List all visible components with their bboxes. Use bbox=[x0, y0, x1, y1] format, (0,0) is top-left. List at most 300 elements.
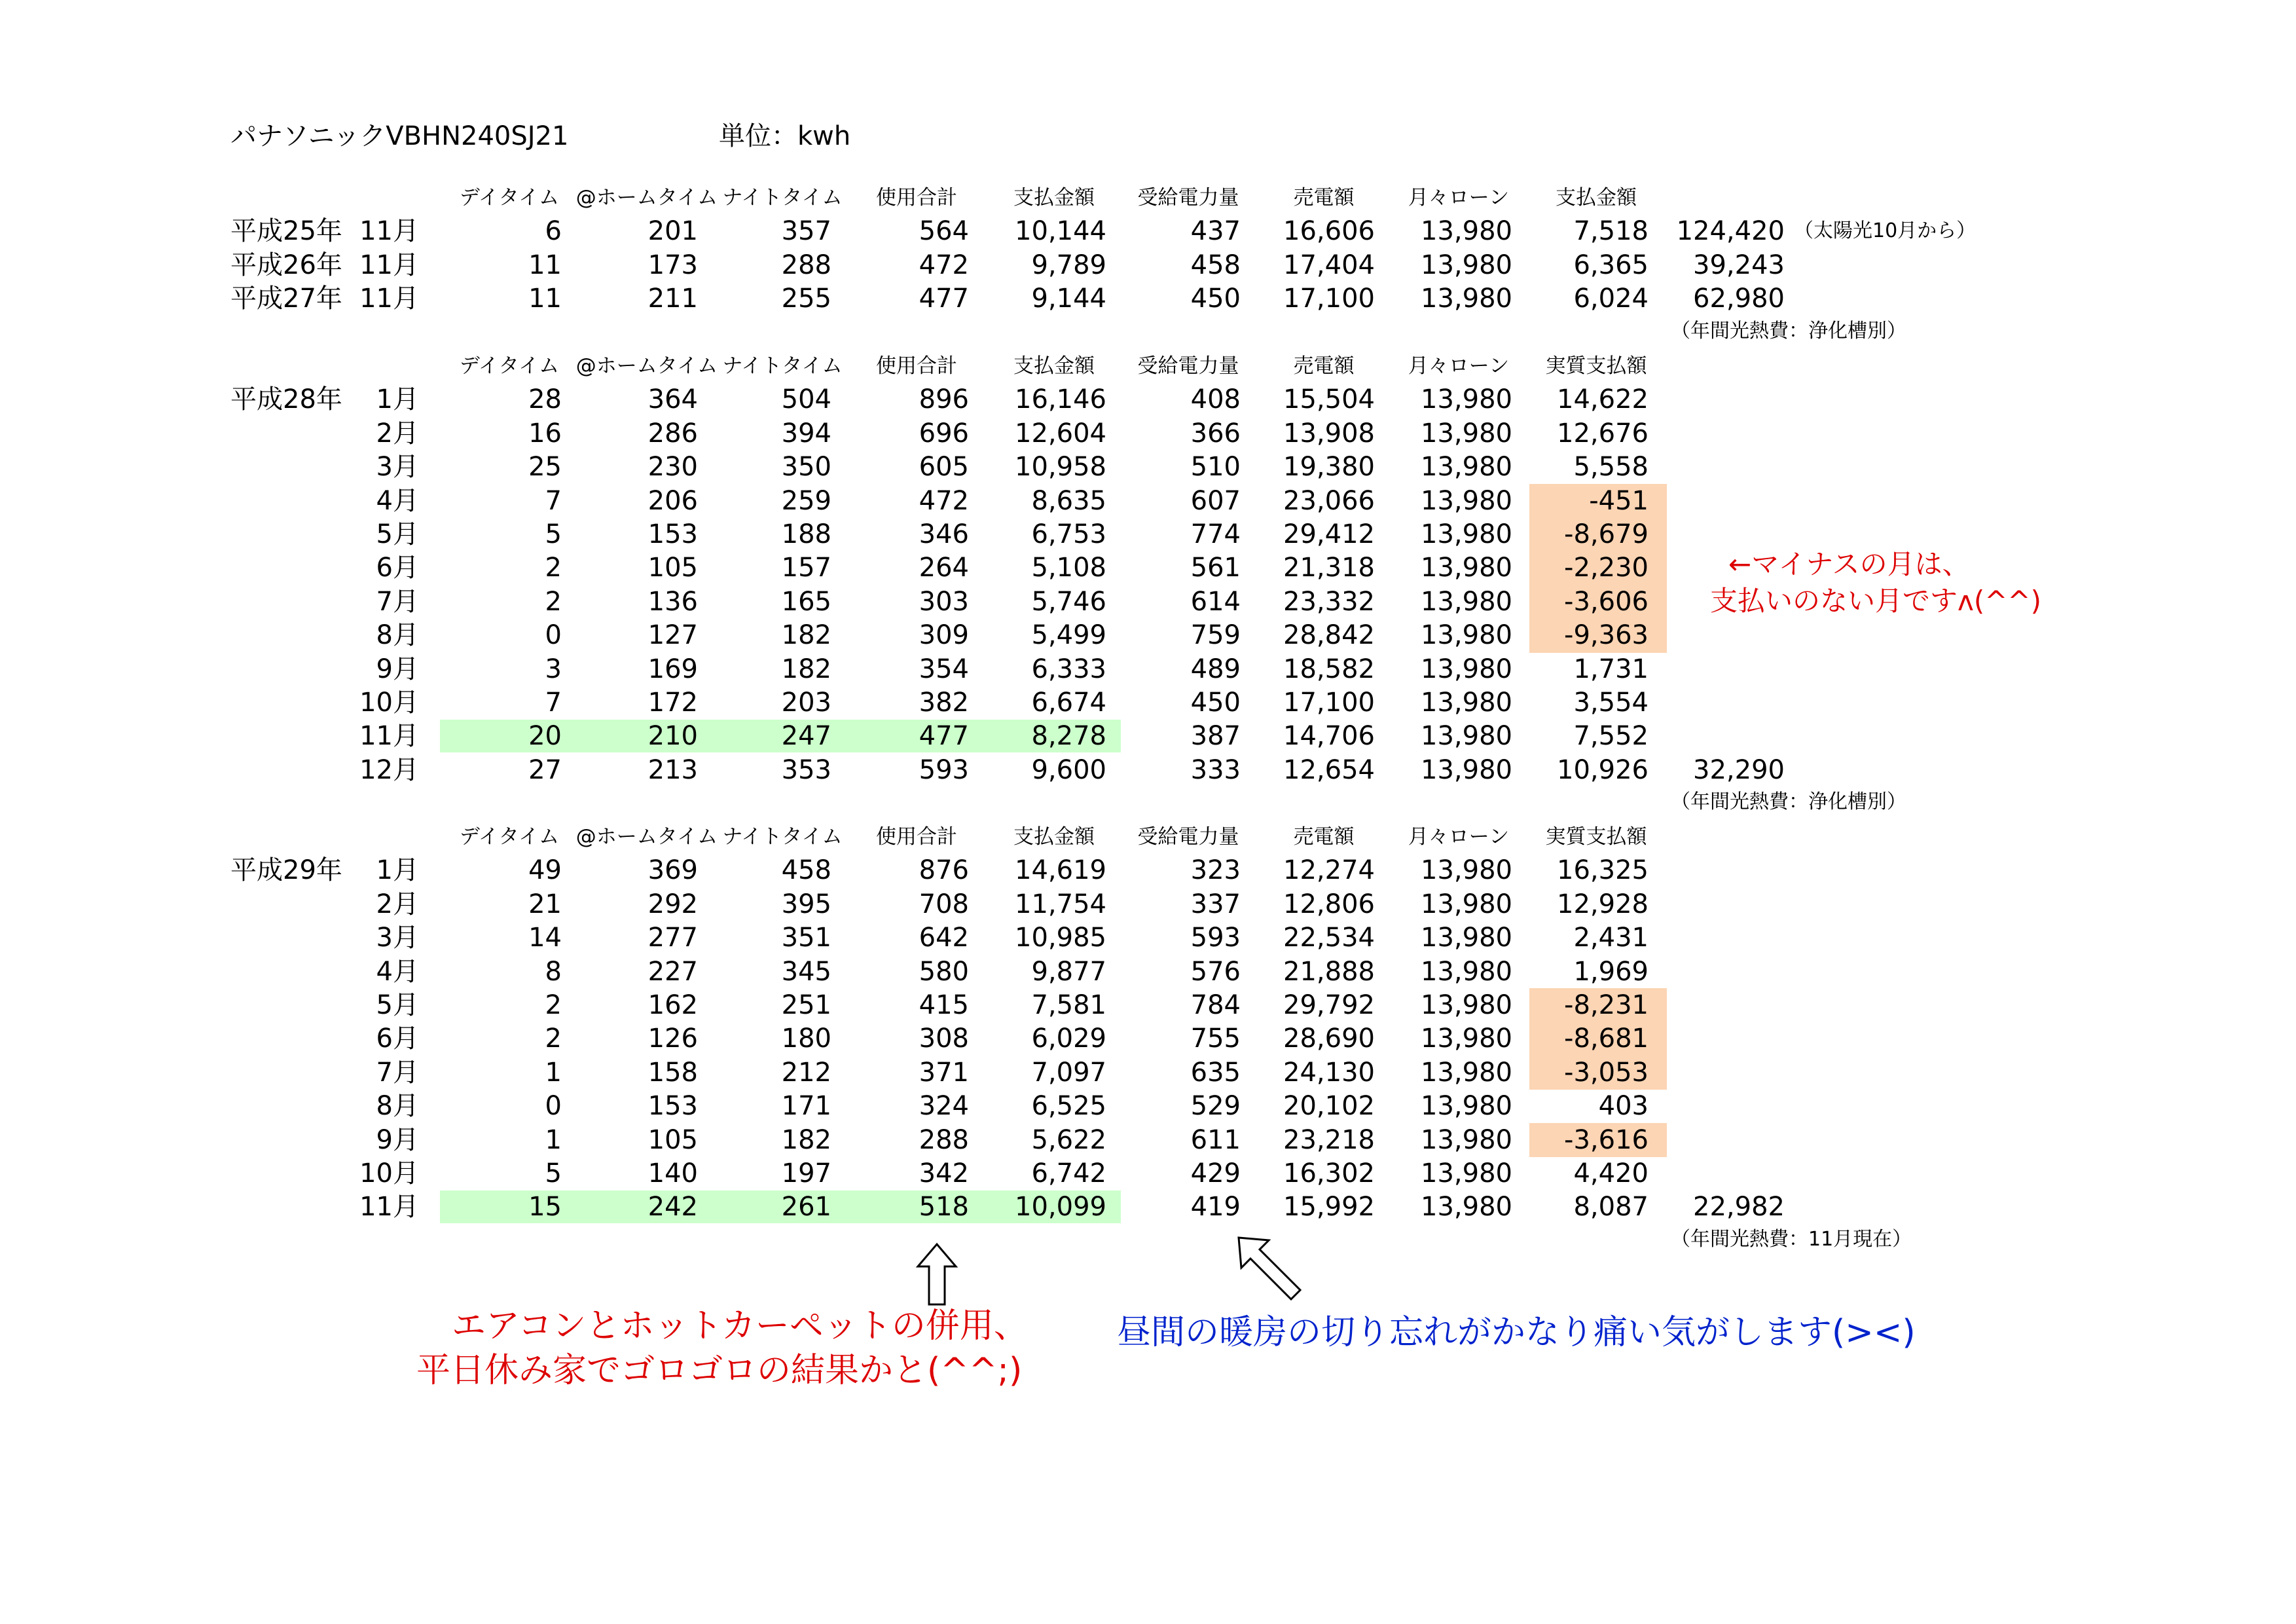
table-row-cell: 29,792 bbox=[1283, 990, 1375, 1020]
month-label: 8月 bbox=[376, 620, 419, 651]
table-row-cell: 337 bbox=[1190, 889, 1241, 919]
table-row-cell: 354 bbox=[919, 654, 969, 684]
table-row-cell: 126 bbox=[647, 1024, 698, 1054]
table-row-cell: 14,622 bbox=[1557, 384, 1649, 415]
table-row-cell: 13,980 bbox=[1421, 754, 1512, 785]
table-row-cell: 21,318 bbox=[1283, 553, 1375, 583]
column-header: ナイトタイム bbox=[722, 354, 843, 378]
column-header: ナイトタイム bbox=[722, 186, 843, 210]
table-row-cell: 876 bbox=[919, 855, 969, 886]
year-label: 平成27年 bbox=[230, 284, 342, 314]
table-row-cell: 49 bbox=[528, 855, 562, 886]
table-row-cell: 13,980 bbox=[1421, 249, 1512, 280]
table-row-cell: 21,888 bbox=[1283, 956, 1375, 987]
table-row-cell: 472 bbox=[919, 485, 969, 516]
minus-month-note-line2: 支払いのない月ですʌ(^^) bbox=[1710, 585, 2042, 617]
table-row-cell: 13,980 bbox=[1421, 1057, 1512, 1088]
table-row-cell: 13,980 bbox=[1421, 216, 1512, 247]
table-row-cell: 23,066 bbox=[1283, 485, 1375, 516]
table-row-cell: 230 bbox=[647, 452, 698, 483]
column-header: 売電額 bbox=[1293, 825, 1355, 849]
column-header: 支払金額 bbox=[1013, 186, 1095, 210]
month-label: 11月 bbox=[359, 216, 419, 247]
table-row-cell: 529 bbox=[1190, 1091, 1241, 1122]
table-row-cell: 11 bbox=[528, 249, 562, 280]
table-row-cell: 10,099 bbox=[1015, 1192, 1106, 1223]
table-row-cell: 211 bbox=[647, 284, 698, 314]
table-row-cell: 353 bbox=[781, 754, 831, 785]
table-row-cell: 19,380 bbox=[1283, 452, 1375, 483]
table-row-cell: 774 bbox=[1190, 519, 1241, 549]
column-header: 支払金額 bbox=[1556, 186, 1637, 210]
table-row-cell: -2,230 bbox=[1564, 553, 1649, 583]
table-row-cell: 28,842 bbox=[1283, 620, 1375, 651]
table-row-cell: 153 bbox=[647, 519, 698, 549]
month-label: 8月 bbox=[376, 1091, 419, 1122]
table-row-cell: 158 bbox=[647, 1057, 698, 1088]
annual-cost: 32,290 bbox=[1693, 754, 1785, 785]
table-row-cell: 9,144 bbox=[1031, 284, 1106, 314]
table-row-cell: 13,980 bbox=[1421, 889, 1512, 919]
table-row-cell: 564 bbox=[919, 216, 969, 247]
annual-note: （年間光熱費：浄化槽別） bbox=[1671, 790, 1906, 814]
table-row-cell: 23,218 bbox=[1283, 1124, 1375, 1155]
month-label: 11月 bbox=[359, 1192, 419, 1223]
table-row-cell: 708 bbox=[919, 889, 969, 919]
table-row-cell: 16,606 bbox=[1283, 216, 1375, 247]
table-row-cell: -8,679 bbox=[1564, 519, 1649, 549]
table-row-cell: 13,980 bbox=[1421, 923, 1512, 953]
table-row-cell: 9,789 bbox=[1031, 249, 1106, 280]
table-row-cell: 1 bbox=[545, 1124, 562, 1155]
table-row-cell: 13,980 bbox=[1421, 284, 1512, 314]
table-row-cell: 5,108 bbox=[1031, 553, 1106, 583]
table-row-cell: 2 bbox=[545, 586, 562, 617]
table-row-cell: 415 bbox=[919, 990, 969, 1020]
column-header: 月々ローン bbox=[1408, 186, 1510, 210]
table-row-cell: 6,753 bbox=[1031, 519, 1106, 549]
table-row-cell: 12,806 bbox=[1283, 889, 1375, 919]
table-row-cell: 255 bbox=[781, 284, 831, 314]
table-row-cell: 173 bbox=[647, 249, 698, 280]
table-row-cell: 27 bbox=[528, 754, 562, 785]
table-row-cell: 308 bbox=[919, 1024, 969, 1054]
month-label: 1月 bbox=[376, 855, 419, 886]
table-row-cell: 642 bbox=[919, 923, 969, 953]
table-row-cell: 504 bbox=[781, 384, 831, 415]
table-row-cell: 8,087 bbox=[1573, 1192, 1649, 1223]
table-row-cell: 182 bbox=[781, 620, 831, 651]
table-row-cell: 6,333 bbox=[1031, 654, 1106, 684]
table-row-cell: 0 bbox=[545, 1091, 562, 1122]
table-row-cell: 357 bbox=[781, 216, 831, 247]
table-row-cell: 7,518 bbox=[1573, 216, 1649, 247]
table-row-cell: 8,635 bbox=[1031, 485, 1106, 516]
table-row-cell: 29,412 bbox=[1283, 519, 1375, 549]
table-row-cell: 6,365 bbox=[1573, 249, 1649, 280]
table-row-cell: 2,431 bbox=[1573, 923, 1649, 953]
table-row-cell: 28,690 bbox=[1283, 1024, 1375, 1054]
table-row-cell: 18,582 bbox=[1283, 654, 1375, 684]
table-row-cell: 369 bbox=[647, 855, 698, 886]
table-row-cell: 140 bbox=[647, 1158, 698, 1189]
table-row-cell: 472 bbox=[919, 249, 969, 280]
table-row-cell: 12,676 bbox=[1557, 418, 1649, 449]
column-header: 受給電力量 bbox=[1137, 186, 1239, 210]
table-row-cell: 3 bbox=[545, 654, 562, 684]
month-label: 10月 bbox=[359, 1158, 419, 1189]
year-label: 平成26年 bbox=[230, 249, 342, 280]
column-header: ナイトタイム bbox=[722, 825, 843, 849]
table-row-cell: 408 bbox=[1190, 384, 1241, 415]
table-row-cell: 5,746 bbox=[1031, 586, 1106, 617]
annual-note: （年間光熱費：浄化槽別） bbox=[1671, 319, 1906, 342]
table-row-cell: 180 bbox=[781, 1024, 831, 1054]
column-header: 使用合計 bbox=[876, 825, 957, 849]
table-row-cell: 345 bbox=[781, 956, 831, 987]
month-label: 6月 bbox=[376, 1024, 419, 1054]
table-row-cell: 2 bbox=[545, 553, 562, 583]
table-row-cell: 210 bbox=[647, 721, 698, 752]
table-row-cell: 303 bbox=[919, 586, 969, 617]
comment-red-line2: 平日休み家でゴロゴロの結果かと(^^;) bbox=[416, 1351, 1023, 1390]
unit-label: 単位：kwh bbox=[719, 121, 851, 151]
table-row-cell: 171 bbox=[781, 1091, 831, 1122]
month-label: 12月 bbox=[359, 754, 419, 785]
column-header: @ホームタイム bbox=[575, 354, 718, 378]
table-row-cell: 13,980 bbox=[1421, 620, 1512, 651]
column-header: 支払金額 bbox=[1013, 825, 1095, 849]
table-row-cell: 22,534 bbox=[1283, 923, 1375, 953]
table-row-cell: 323 bbox=[1190, 855, 1241, 886]
column-header: 実質支払額 bbox=[1545, 354, 1647, 378]
table-row-cell: 7 bbox=[545, 485, 562, 516]
column-header: デイタイム bbox=[459, 186, 560, 210]
table-row-cell: 13,980 bbox=[1421, 956, 1512, 987]
table-row-cell: 366 bbox=[1190, 418, 1241, 449]
table-row-cell: 13,980 bbox=[1421, 553, 1512, 583]
table-row-cell: 395 bbox=[781, 889, 831, 919]
table-row-cell: 2 bbox=[545, 1024, 562, 1054]
month-label: 6月 bbox=[376, 553, 419, 583]
table-row-cell: 371 bbox=[919, 1057, 969, 1088]
table-row-cell: 16,325 bbox=[1557, 855, 1649, 886]
month-label: 10月 bbox=[359, 688, 419, 718]
table-row-cell: 6 bbox=[545, 216, 562, 247]
table-row-cell: 10,144 bbox=[1015, 216, 1106, 247]
table-row-cell: 12,274 bbox=[1283, 855, 1375, 886]
column-header: 受給電力量 bbox=[1137, 354, 1239, 378]
table-row-cell: 13,980 bbox=[1421, 855, 1512, 886]
table-row-cell: 277 bbox=[647, 923, 698, 953]
month-label: 9月 bbox=[376, 1124, 419, 1155]
table-row-cell: 437 bbox=[1190, 216, 1241, 247]
table-row-cell: 17,100 bbox=[1283, 688, 1375, 718]
table-row-cell: 25 bbox=[528, 452, 562, 483]
table-row-cell: 261 bbox=[781, 1192, 831, 1223]
table-row-cell: 755 bbox=[1190, 1024, 1241, 1054]
table-row-cell: 13,980 bbox=[1421, 1024, 1512, 1054]
table-row-cell: 172 bbox=[647, 688, 698, 718]
table-row-cell: -3,606 bbox=[1564, 586, 1649, 617]
table-row-cell: 17,404 bbox=[1283, 249, 1375, 280]
annual-cost: 124,420 bbox=[1676, 216, 1785, 247]
table-row-cell: 10,926 bbox=[1557, 754, 1649, 785]
month-label: 1月 bbox=[376, 384, 419, 415]
month-label: 11月 bbox=[359, 249, 419, 280]
month-label: 3月 bbox=[376, 923, 419, 953]
table-row-cell: 21 bbox=[528, 889, 562, 919]
table-row-cell: 7,552 bbox=[1573, 721, 1649, 752]
table-row-cell: 20,102 bbox=[1283, 1091, 1375, 1122]
table-row-cell: 127 bbox=[647, 620, 698, 651]
table-row-cell: 242 bbox=[647, 1192, 698, 1223]
table-row-cell: 12,604 bbox=[1015, 418, 1106, 449]
table-row-cell: 264 bbox=[919, 553, 969, 583]
table-row-cell: 324 bbox=[919, 1091, 969, 1122]
month-label: 5月 bbox=[376, 519, 419, 549]
table-row-cell: 206 bbox=[647, 485, 698, 516]
table-row-cell: -8,681 bbox=[1564, 1024, 1649, 1054]
column-header: デイタイム bbox=[459, 354, 560, 378]
table-row-cell: 24,130 bbox=[1283, 1057, 1375, 1088]
table-row-cell: 5,499 bbox=[1031, 620, 1106, 651]
month-label: 11月 bbox=[359, 284, 419, 314]
table-row-cell: 16,146 bbox=[1015, 384, 1106, 415]
table-row-cell: 489 bbox=[1190, 654, 1241, 684]
table-row-cell: 477 bbox=[919, 721, 969, 752]
column-header: デイタイム bbox=[459, 825, 560, 849]
column-header: 月々ローン bbox=[1408, 354, 1510, 378]
table-row-cell: 635 bbox=[1190, 1057, 1241, 1088]
table-row-cell: 561 bbox=[1190, 553, 1241, 583]
table-row-cell: 13,980 bbox=[1421, 1192, 1512, 1223]
year-label: 平成25年 bbox=[230, 216, 342, 247]
table-row-cell: 288 bbox=[919, 1124, 969, 1155]
table-row-cell: 15,504 bbox=[1283, 384, 1375, 415]
annual-note: （年間光熱費：11月現在） bbox=[1671, 1227, 1912, 1251]
table-row-cell: 403 bbox=[1598, 1091, 1649, 1122]
annual-cost: 22,982 bbox=[1693, 1192, 1785, 1223]
table-row-cell: 351 bbox=[781, 923, 831, 953]
table-row-cell: 162 bbox=[647, 990, 698, 1020]
table-row-cell: 13,980 bbox=[1421, 654, 1512, 684]
table-row-cell: 14,706 bbox=[1283, 721, 1375, 752]
column-header: 実質支払額 bbox=[1545, 825, 1647, 849]
table-row-cell: -8,231 bbox=[1564, 990, 1649, 1020]
table-row-cell: 342 bbox=[919, 1158, 969, 1189]
table-row-cell: 576 bbox=[1190, 956, 1241, 987]
table-row-cell: 13,908 bbox=[1283, 418, 1375, 449]
comment-red-line1: エアコンとホットカーペットの併用、 bbox=[452, 1306, 1028, 1346]
table-row-cell: 286 bbox=[647, 418, 698, 449]
table-row-cell: 11,754 bbox=[1015, 889, 1106, 919]
table-row-cell: 5 bbox=[545, 519, 562, 549]
table-row-cell: 16,302 bbox=[1283, 1158, 1375, 1189]
document-title: パナソニックVBHN240SJ21 bbox=[230, 121, 569, 151]
table-row-cell: 607 bbox=[1190, 485, 1241, 516]
table-row-cell: 6,674 bbox=[1031, 688, 1106, 718]
table-row-cell: 105 bbox=[647, 1124, 698, 1155]
table-row-cell: 1 bbox=[545, 1057, 562, 1088]
month-label: 9月 bbox=[376, 654, 419, 684]
table-row-cell: 5,558 bbox=[1573, 452, 1649, 483]
annual-cost: 39,243 bbox=[1693, 249, 1785, 280]
table-row-cell: 153 bbox=[647, 1091, 698, 1122]
table-row-cell: 593 bbox=[919, 754, 969, 785]
minus-month-note-line1: ←マイナスの月は、 bbox=[1728, 548, 1970, 580]
table-row-cell: 20 bbox=[528, 721, 562, 752]
table-row-cell: 13,980 bbox=[1421, 519, 1512, 549]
table-row-cell: 7,581 bbox=[1031, 990, 1106, 1020]
table-row-cell: 13,980 bbox=[1421, 1124, 1512, 1155]
table-row-cell: 7 bbox=[545, 688, 562, 718]
table-row-cell: 13,980 bbox=[1421, 384, 1512, 415]
table-row-cell: 203 bbox=[781, 688, 831, 718]
table-row-cell: 13,980 bbox=[1421, 1158, 1512, 1189]
table-row-cell: 292 bbox=[647, 889, 698, 919]
table-row-cell: 14 bbox=[528, 923, 562, 953]
table-row-cell: 518 bbox=[919, 1192, 969, 1223]
column-header: 月々ローン bbox=[1408, 825, 1510, 849]
table-row-cell: 759 bbox=[1190, 620, 1241, 651]
table-row-cell: 458 bbox=[1190, 249, 1241, 280]
column-header: 使用合計 bbox=[876, 354, 957, 378]
column-header: 使用合計 bbox=[876, 186, 957, 210]
table-row-cell: 477 bbox=[919, 284, 969, 314]
table-row-cell: 458 bbox=[781, 855, 831, 886]
comment-blue: 昼間の暖房の切り忘れがかなり痛い気がします(><) bbox=[1117, 1313, 1916, 1352]
table-row-cell: 580 bbox=[919, 956, 969, 987]
column-header: @ホームタイム bbox=[575, 186, 718, 210]
table-row-cell: 136 bbox=[647, 586, 698, 617]
month-label: 2月 bbox=[376, 418, 419, 449]
table-row-cell: 2 bbox=[545, 990, 562, 1020]
table-row-cell: 364 bbox=[647, 384, 698, 415]
table-row-cell: 13,980 bbox=[1421, 452, 1512, 483]
table-row-cell: 10,958 bbox=[1015, 452, 1106, 483]
up-left-arrow-outline-icon bbox=[1235, 1234, 1307, 1306]
table-row-cell: 419 bbox=[1190, 1192, 1241, 1223]
table-row-cell: 12,654 bbox=[1283, 754, 1375, 785]
month-label: 11月 bbox=[359, 721, 419, 752]
table-row-cell: 450 bbox=[1190, 688, 1241, 718]
table-row-cell: 346 bbox=[919, 519, 969, 549]
table-row-cell: 15 bbox=[528, 1192, 562, 1223]
table-row-cell: 429 bbox=[1190, 1158, 1241, 1189]
annual-note: （太陽光10月から） bbox=[1794, 219, 1977, 243]
table-row-cell: 593 bbox=[1190, 923, 1241, 953]
table-row-cell: 3,554 bbox=[1573, 688, 1649, 718]
table-row-cell: 13,980 bbox=[1421, 990, 1512, 1020]
table-row-cell: 510 bbox=[1190, 452, 1241, 483]
table-row-cell: -9,363 bbox=[1564, 620, 1649, 651]
table-row-cell: 13,980 bbox=[1421, 485, 1512, 516]
table-row-cell: 6,029 bbox=[1031, 1024, 1106, 1054]
table-row-cell: 157 bbox=[781, 553, 831, 583]
column-header: 支払金額 bbox=[1013, 354, 1095, 378]
table-row-cell: 13,980 bbox=[1421, 418, 1512, 449]
table-row-cell: 8,278 bbox=[1031, 721, 1106, 752]
month-label: 4月 bbox=[376, 485, 419, 516]
table-row-cell: 5,622 bbox=[1031, 1124, 1106, 1155]
table-row-cell: 0 bbox=[545, 620, 562, 651]
table-row-cell: 13,980 bbox=[1421, 586, 1512, 617]
table-row-cell: -3,053 bbox=[1564, 1057, 1649, 1088]
month-label: 7月 bbox=[376, 586, 419, 617]
table-row-cell: 605 bbox=[919, 452, 969, 483]
column-header: 受給電力量 bbox=[1137, 825, 1239, 849]
table-row-cell: 5 bbox=[545, 1158, 562, 1189]
table-row-cell: 227 bbox=[647, 956, 698, 987]
table-row-cell: 169 bbox=[647, 654, 698, 684]
table-row-cell: 247 bbox=[781, 721, 831, 752]
table-row-cell: 14,619 bbox=[1015, 855, 1106, 886]
year-label: 平成28年 bbox=[230, 384, 342, 415]
table-row-cell: 784 bbox=[1190, 990, 1241, 1020]
table-row-cell: -3,616 bbox=[1564, 1124, 1649, 1155]
month-label: 4月 bbox=[376, 956, 419, 987]
table-row-cell: 394 bbox=[781, 418, 831, 449]
table-row-cell: 212 bbox=[781, 1057, 831, 1088]
table-row-cell: 16 bbox=[528, 418, 562, 449]
month-label: 2月 bbox=[376, 889, 419, 919]
table-row-cell: 15,992 bbox=[1283, 1192, 1375, 1223]
table-row-cell: 8 bbox=[545, 956, 562, 987]
annual-cost: 62,980 bbox=[1693, 284, 1785, 314]
table-row-cell: 182 bbox=[781, 1124, 831, 1155]
year-label: 平成29年 bbox=[230, 855, 342, 886]
table-row-cell: 17,100 bbox=[1283, 284, 1375, 314]
table-row-cell: 350 bbox=[781, 452, 831, 483]
column-header: 売電額 bbox=[1293, 186, 1355, 210]
table-row-cell: 382 bbox=[919, 688, 969, 718]
table-row-cell: 201 bbox=[647, 216, 698, 247]
table-row-cell: 259 bbox=[781, 485, 831, 516]
table-row-cell: 23,332 bbox=[1283, 586, 1375, 617]
table-row-cell: 182 bbox=[781, 654, 831, 684]
table-row-cell: 896 bbox=[919, 384, 969, 415]
table-row-cell: 6,742 bbox=[1031, 1158, 1106, 1189]
table-row-cell: 614 bbox=[1190, 586, 1241, 617]
up-arrow-outline-icon bbox=[914, 1242, 960, 1307]
table-row-cell: 1,969 bbox=[1573, 956, 1649, 987]
month-label: 3月 bbox=[376, 452, 419, 483]
table-row-cell: 12,928 bbox=[1557, 889, 1649, 919]
table-row-cell: 7,097 bbox=[1031, 1057, 1106, 1088]
table-row-cell: 450 bbox=[1190, 284, 1241, 314]
table-row-cell: 105 bbox=[647, 553, 698, 583]
table-row-cell: 288 bbox=[781, 249, 831, 280]
table-row-cell: -451 bbox=[1589, 485, 1649, 516]
table-row-cell: 188 bbox=[781, 519, 831, 549]
table-row-cell: 251 bbox=[781, 990, 831, 1020]
column-header: @ホームタイム bbox=[575, 825, 718, 849]
table-row-cell: 9,600 bbox=[1031, 754, 1106, 785]
table-row-cell: 6,024 bbox=[1573, 284, 1649, 314]
table-row-cell: 4,420 bbox=[1573, 1158, 1649, 1189]
table-row-cell: 9,877 bbox=[1031, 956, 1106, 987]
table-row-cell: 213 bbox=[647, 754, 698, 785]
table-row-cell: 611 bbox=[1190, 1124, 1241, 1155]
table-row-cell: 165 bbox=[781, 586, 831, 617]
table-row-cell: 10,985 bbox=[1015, 923, 1106, 953]
table-row-cell: 13,980 bbox=[1421, 1091, 1512, 1122]
table-row-cell: 387 bbox=[1190, 721, 1241, 752]
table-row-cell: 333 bbox=[1190, 754, 1241, 785]
table-row-cell: 309 bbox=[919, 620, 969, 651]
table-row-cell: 1,731 bbox=[1573, 654, 1649, 684]
